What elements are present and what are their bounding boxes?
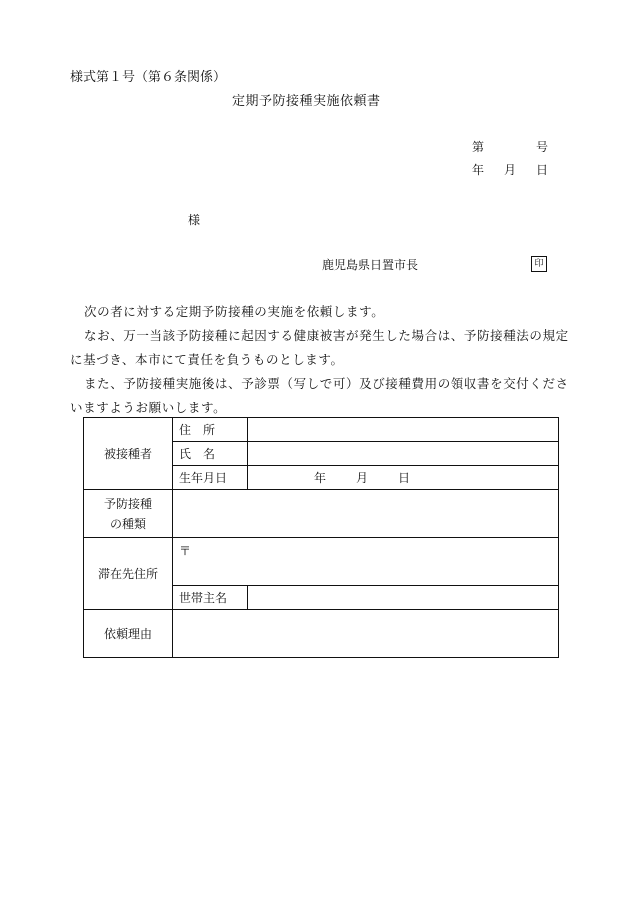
doc-number-prefix: 第 [472, 140, 485, 154]
householder-field[interactable] [248, 586, 559, 610]
row-reason [84, 610, 559, 658]
reason-field[interactable] [173, 610, 559, 658]
row-address [84, 418, 559, 442]
paragraph-1: 次の者に対する定期予防接種の実施を依頼します。 [84, 304, 385, 319]
dob-month: 月 [356, 471, 369, 485]
dob-label: 生年月日 [173, 466, 248, 490]
document-number [472, 138, 549, 155]
householder-label: 世帯主名 [173, 586, 248, 610]
vaccine-field[interactable] [173, 490, 559, 538]
request-form-table [83, 417, 559, 658]
paragraph-3: また、予防接種実施後は、予診票（写しで可）及び接種費用の領収書を交付くださいますようお願いします。 [70, 376, 569, 415]
vaccine-header-line1: 予防接種 [103, 496, 152, 511]
recipient-header: 被接種者 [84, 418, 173, 490]
dob-year: 年 [314, 471, 327, 485]
paragraph-2: なお、万一当該予防接種に起因する健康被害が発生した場合は、予防接種法の規定に基づき、本市にて責任を負うものとします。 [70, 328, 569, 367]
address-label [173, 418, 248, 442]
name-label-text: 氏 名 [179, 447, 216, 461]
row-stay-address [84, 538, 559, 586]
reason-header: 依頼理由 [84, 610, 173, 658]
date-year: 年 [472, 163, 485, 177]
issuer-name: 鹿児島県日置市長 [322, 258, 419, 272]
name-field[interactable] [248, 442, 559, 466]
postal-mark: 〒 [179, 544, 192, 558]
dob-field[interactable] [248, 466, 559, 490]
date-month: 月 [504, 163, 517, 177]
vaccine-header-line2: の種類 [109, 516, 146, 531]
address-label-text: 住 所 [179, 423, 216, 437]
name-label [173, 442, 248, 466]
dob-day: 日 [398, 471, 411, 485]
addressee-suffix: 様 [188, 213, 201, 227]
stay-address-field[interactable] [173, 538, 559, 586]
vaccine-header [84, 490, 173, 538]
date-day: 日 [536, 163, 549, 177]
document-title: 定期予防接種実施依頼書 [232, 94, 381, 109]
row-vaccine [84, 490, 559, 538]
stay-address-header: 滞在先住所 [84, 538, 173, 610]
seal-mark: 印 [531, 256, 547, 272]
document-date [472, 161, 549, 178]
address-field[interactable] [248, 418, 559, 442]
form-number: 様式第１号（第６条関係） [70, 70, 227, 85]
doc-number-suffix: 号 [536, 140, 549, 154]
